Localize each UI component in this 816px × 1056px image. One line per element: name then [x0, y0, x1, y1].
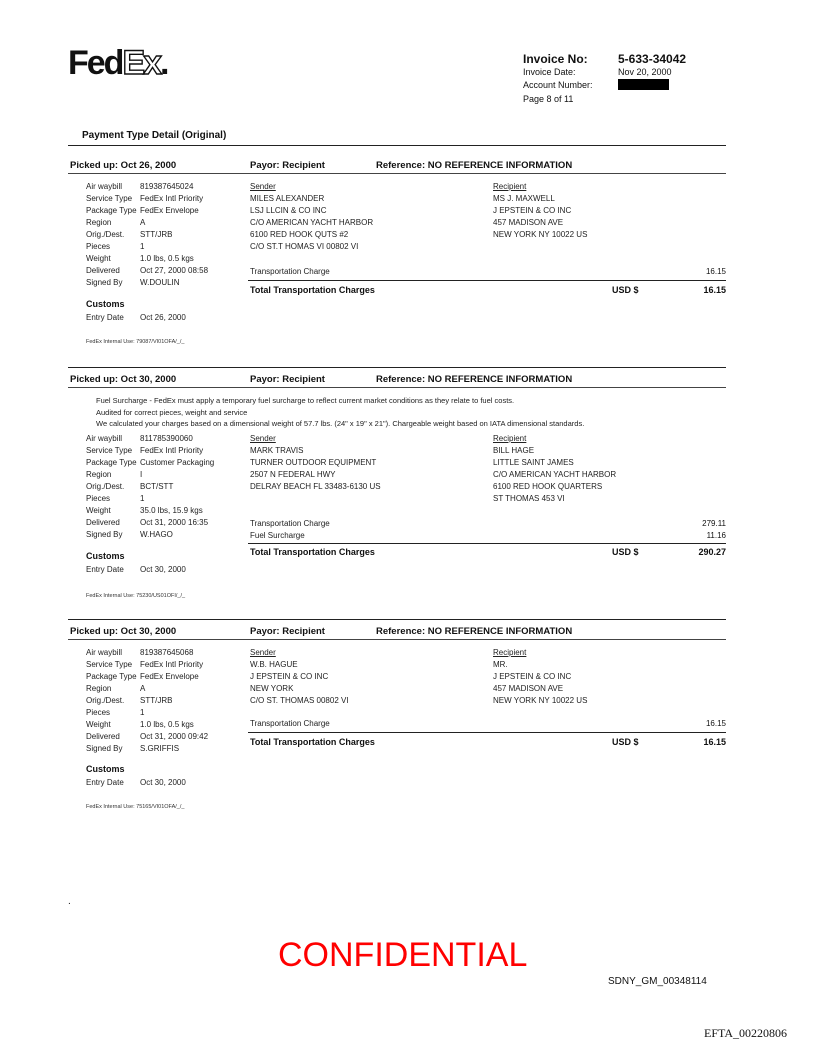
region: A	[140, 218, 146, 227]
delivered-label: Delivered	[86, 732, 120, 741]
weight-label: Weight	[86, 506, 111, 515]
recipient-line: BILL HAGE	[493, 446, 535, 455]
bates-number-efta: EFTA_00220806	[704, 1026, 788, 1040]
currency: USD $	[612, 547, 639, 557]
total-label: Total Transportation Charges	[250, 547, 375, 557]
shipment-top-rule	[68, 619, 726, 620]
entry-date: Oct 30, 2000	[140, 778, 186, 787]
delivered: Oct 31, 2000 16:35	[140, 518, 209, 527]
charge-amount: 11.16	[706, 531, 726, 540]
delivered-label: Delivered	[86, 266, 120, 275]
charge-label: Transportation Charge	[250, 519, 330, 528]
sender-line: TURNER OUTDOOR EQUIPMENT	[250, 458, 377, 467]
account-number-redaction	[618, 79, 669, 90]
service-type-label: Service Type	[86, 660, 133, 669]
charge-label: Fuel Surcharge	[250, 531, 305, 540]
internal-use: FedEx Internal Use: 75165/VI01OFA/_/_	[86, 804, 185, 810]
orig-dest-label: Orig./Dest.	[86, 230, 125, 239]
signed-by: W.HAGO	[140, 530, 173, 539]
sender-line: LSJ LLCIN & CO INC	[250, 206, 327, 215]
charge-amount: 16.15	[705, 719, 726, 728]
air-waybill: 819387645068	[140, 648, 194, 657]
entry-date-label: Entry Date	[86, 313, 124, 322]
payor: Payor: Recipient	[250, 160, 325, 171]
shipment-note: Audited for correct pieces, weight and service	[96, 408, 248, 417]
sender-label: Sender	[250, 182, 276, 191]
service-type: FedEx Intl Priority	[140, 446, 204, 455]
delivered: Oct 31, 2000 09:42	[140, 732, 209, 741]
shipment-header-rule	[68, 639, 726, 640]
picked-up: Picked up: Oct 26, 2000	[70, 160, 177, 171]
recipient-line: MR.	[493, 660, 508, 669]
signed-by-label: Signed By	[86, 278, 123, 287]
shipment-note: Fuel Surcharge - FedEx must apply a temporary fuel surcharge to reflect current market conditions as they relate to fuel costs.	[96, 396, 515, 405]
picked-up: Picked up: Oct 30, 2000	[70, 626, 177, 637]
package-type-label: Package Type	[86, 206, 137, 215]
service-type: FedEx Intl Priority	[140, 660, 204, 669]
picked-up: Picked up: Oct 30, 2000	[70, 374, 177, 385]
delivered: Oct 27, 2000 08:58	[140, 266, 209, 275]
currency: USD $	[612, 285, 639, 295]
bates-number-sdny: SDNY_GM_00348114	[608, 976, 707, 987]
logo-dot: .	[160, 44, 168, 82]
charge-amount: 279.11	[702, 519, 726, 528]
orig-dest: BCT/STT	[140, 482, 174, 491]
pieces-label: Pieces	[86, 242, 111, 251]
customs-heading: Customs	[86, 299, 125, 309]
air-waybill: 819387645024	[140, 182, 194, 191]
confidential-stamp: CONFIDENTIAL	[278, 936, 528, 974]
air-waybill-label: Air waybill	[86, 648, 123, 657]
signed-by-label: Signed By	[86, 744, 123, 753]
reference: Reference: NO REFERENCE INFORMATION	[376, 626, 573, 637]
recipient-label: Recipient	[493, 434, 527, 443]
recipient-line: 457 MADISON AVE	[493, 218, 564, 227]
section-title: Payment Type Detail (Original)	[82, 130, 227, 141]
recipient-line: J EPSTEIN & CO INC	[493, 672, 572, 681]
service-type-label: Service Type	[86, 446, 133, 455]
recipient-line: J EPSTEIN & CO INC	[493, 206, 572, 215]
currency: USD $	[612, 737, 639, 747]
weight: 35.0 lbs, 15.9 kgs	[140, 506, 203, 515]
page-number: Page 8 of 11	[523, 94, 574, 104]
invoice-no-label: Invoice No:	[523, 52, 588, 66]
customs-heading: Customs	[86, 551, 125, 561]
reference: Reference: NO REFERENCE INFORMATION	[376, 374, 573, 385]
stray-dot: .	[68, 896, 71, 907]
air-waybill-label: Air waybill	[86, 182, 123, 191]
shipment-top-rule	[68, 367, 726, 368]
total-rule	[248, 732, 726, 733]
recipient-line: ST THOMAS 453 VI	[493, 494, 565, 503]
recipient-line: 457 MADISON AVE	[493, 684, 564, 693]
sender-label: Sender	[250, 434, 276, 443]
recipient-line: NEW YORK NY 10022 US	[493, 696, 588, 705]
recipient-line: MS J. MAXWELL	[493, 194, 555, 203]
total-rule	[248, 543, 726, 544]
entry-date: Oct 26, 2000	[140, 313, 186, 322]
orig-dest: STT/JRB	[140, 696, 173, 705]
section-divider	[68, 145, 726, 146]
air-waybill: 811785390060	[140, 434, 193, 443]
weight: 1.0 lbs, 0.5 kgs	[140, 720, 194, 729]
sender-line: C/O AMERICAN YACHT HARBOR	[250, 218, 374, 227]
package-type-label: Package Type	[86, 458, 137, 467]
package-type: Customer Packaging	[140, 458, 215, 467]
sender-line: 2507 N FEDERAL HWY	[250, 470, 336, 479]
payor: Payor: Recipient	[250, 374, 325, 385]
weight: 1.0 lbs, 0.5 kgs	[140, 254, 194, 263]
entry-date-label: Entry Date	[86, 565, 124, 574]
logo-ex: Ex	[122, 44, 161, 82]
logo-fed: Fed	[68, 44, 123, 82]
package-type: FedEx Envelope	[140, 672, 199, 681]
total-amount: 290.27	[698, 547, 726, 557]
orig-dest: STT/JRB	[140, 230, 173, 239]
recipient-label: Recipient	[493, 648, 527, 657]
pieces-label: Pieces	[86, 708, 111, 717]
region-label: Region	[86, 470, 112, 479]
pieces: 1	[140, 242, 145, 251]
payor: Payor: Recipient	[250, 626, 325, 637]
package-type: FedEx Envelope	[140, 206, 199, 215]
invoice-no: 5-633-34042	[618, 52, 687, 66]
charge-label: Transportation Charge	[250, 719, 330, 728]
package-type-label: Package Type	[86, 672, 137, 681]
region-label: Region	[86, 684, 112, 693]
sender-line: C/O ST. THOMAS 00802 VI	[250, 696, 349, 705]
total-amount: 16.15	[703, 285, 726, 295]
region-label: Region	[86, 218, 112, 227]
fedex-logo	[68, 44, 168, 83]
sender-line: 6100 RED HOOK QUTS #2	[250, 230, 349, 239]
pieces: 1	[140, 708, 145, 717]
pieces-label: Pieces	[86, 494, 111, 503]
recipient-label: Recipient	[493, 182, 527, 191]
signed-by: S.GRIFFIS	[140, 744, 180, 753]
shipment-note: We calculated your charges based on a dimensional weight of 57.7 lbs. (24" x 19" x 21"). Chargeable weight based on IATA dimensional standards.	[96, 419, 585, 428]
recipient-line: 6100 RED HOOK QUARTERS	[493, 482, 603, 491]
total-rule	[248, 280, 726, 281]
sender-line: DELRAY BEACH FL 33483-6130 US	[250, 482, 381, 491]
internal-use: FedEx Internal Use: 79087/VI01OFA/_/_	[86, 339, 185, 345]
charge-label: Transportation Charge	[250, 267, 330, 276]
charge-amount: 16.15	[705, 267, 726, 276]
sender-line: MARK TRAVIS	[250, 446, 304, 455]
total-amount: 16.15	[703, 737, 726, 747]
region: I	[140, 470, 143, 479]
invoice-date: Nov 20, 2000	[618, 67, 672, 77]
orig-dest-label: Orig./Dest.	[86, 696, 125, 705]
signed-by: W.DOULIN	[140, 278, 180, 287]
shipment-header-rule	[68, 173, 726, 174]
recipient-line: NEW YORK NY 10022 US	[493, 230, 588, 239]
recipient-line: LITTLE SAINT JAMES	[493, 458, 574, 467]
weight-label: Weight	[86, 254, 111, 263]
service-type-label: Service Type	[86, 194, 133, 203]
internal-use: FedEx Internal Use: 75230/US01OFI/_/_	[86, 593, 186, 599]
customs-heading: Customs	[86, 764, 125, 774]
region: A	[140, 684, 146, 693]
account-number-label: Account Number:	[523, 80, 593, 90]
sender-label: Sender	[250, 648, 276, 657]
invoice-date-label: Invoice Date:	[523, 67, 576, 77]
total-label: Total Transportation Charges	[250, 737, 375, 747]
sender-line: NEW YORK	[250, 684, 294, 693]
service-type: FedEx Intl Priority	[140, 194, 204, 203]
orig-dest-label: Orig./Dest.	[86, 482, 125, 491]
total-label: Total Transportation Charges	[250, 285, 375, 295]
signed-by-label: Signed By	[86, 530, 123, 539]
sender-line: MILES ALEXANDER	[250, 194, 325, 203]
air-waybill-label: Air waybill	[86, 434, 123, 443]
pieces: 1	[140, 494, 145, 503]
sender-line: C/O ST.T HOMAS VI 00802 VI	[250, 242, 359, 251]
delivered-label: Delivered	[86, 518, 120, 527]
sender-line: W.B. HAGUE	[250, 660, 298, 669]
sender-line: J EPSTEIN & CO INC	[250, 672, 329, 681]
reference: Reference: NO REFERENCE INFORMATION	[376, 160, 573, 171]
shipment-header-rule	[68, 387, 726, 388]
weight-label: Weight	[86, 720, 111, 729]
entry-date: Oct 30, 2000	[140, 565, 186, 574]
recipient-line: C/O AMERICAN YACHT HARBOR	[493, 470, 617, 479]
entry-date-label: Entry Date	[86, 778, 124, 787]
